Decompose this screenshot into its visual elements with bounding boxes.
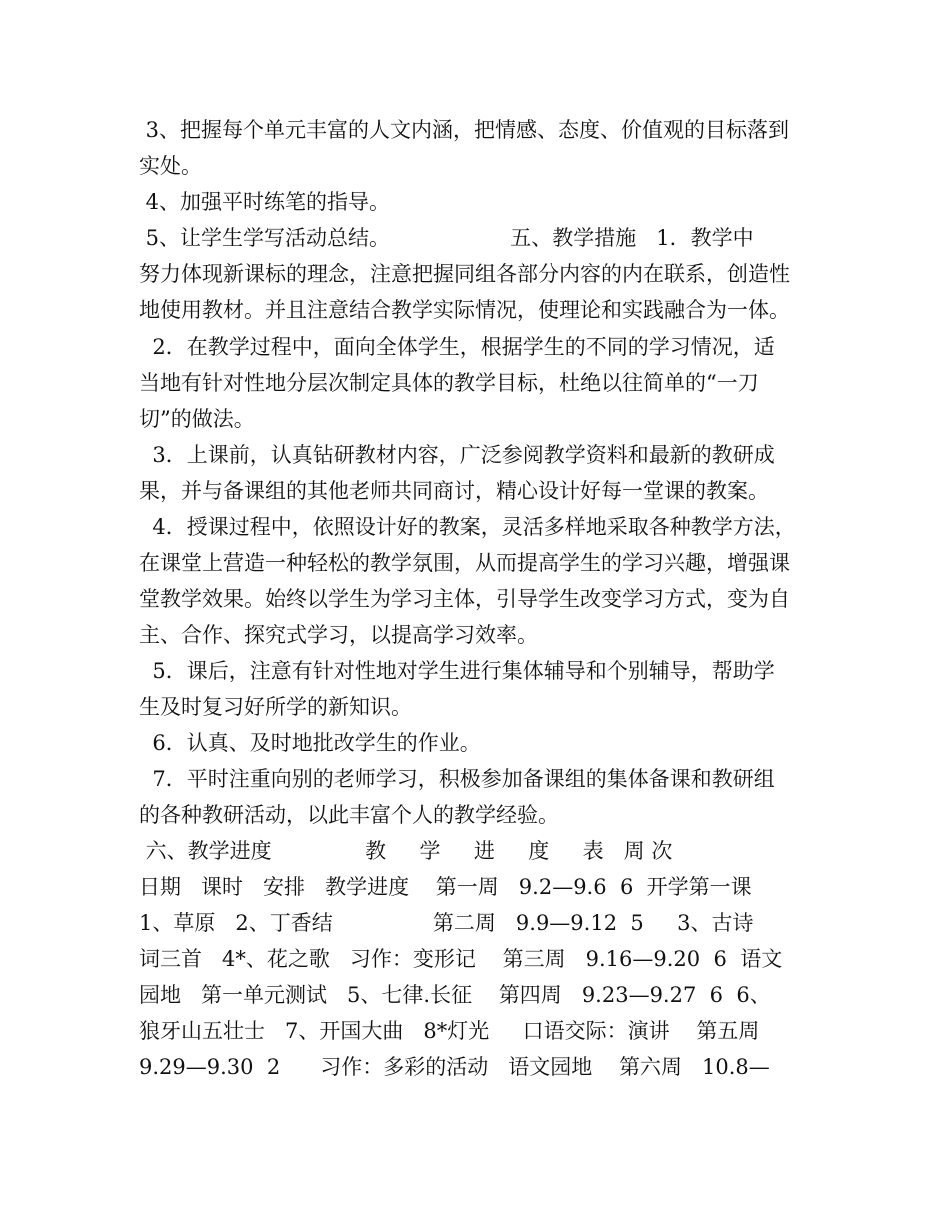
text-line: 当地有针对性地分层次制定具体的教学目标，杜绝以往简单的“一刀	[139, 371, 759, 395]
text-line: 主、合作、探究式学习，以提高学习效率。	[139, 623, 538, 647]
text-line: 词三首 4*、花之歌 习作：变形记 第三周 9.16—9.20 6 语文	[139, 947, 783, 971]
text-line: 4、加强平时练笔的指导。	[139, 190, 391, 214]
text-line: 4．授课过程中，依照设计好的教案，灵活多样地采取各种教学方法，	[139, 515, 796, 539]
text-line: 堂教学效果。始终以学生为学习主体，引导学生改变学习方式，变为自	[139, 587, 790, 611]
text-line: 3、把握每个单元丰富的人文内涵，把情感、态度、价值观的目标落到	[139, 118, 790, 142]
text-line: 在课堂上营造一种轻松的教学氛围，从而提高学生的学习兴趣，增强课	[139, 551, 790, 575]
text-line: 3．上课前，认真钻研教材内容，广泛参阅教学资料和最新的教研成	[139, 443, 775, 467]
text-line: 6．认真、及时地批改学生的作业。	[139, 731, 481, 755]
text-line: 园地 第一单元测试 5、七律.长征 第四周 9.23—9.27 6 6、	[139, 983, 771, 1007]
text-line: 7．平时注重向别的老师学习，积极参加备课组的集体备课和教研组	[139, 767, 775, 791]
text-line: 六、教学进度 教 学 进 度 表 周 次	[139, 839, 673, 863]
text-line: 5．课后，注意有针对性地对学生进行集体辅导和个别辅导，帮助学	[139, 659, 775, 683]
text-line: 地使用教材。并且注意结合教学实际情况，使理论和实践融合为一体。	[139, 298, 790, 322]
text-line: 9.29—9.30 2 习作：多彩的活动 语文园地 第六周 10.8—	[139, 1055, 770, 1079]
text-line: 日期 课时 安排 教学进度 第一周 9.2—9.6 6 开学第一课	[139, 875, 752, 899]
text-line: 的各种教研活动，以此丰富个人的教学经验。	[139, 803, 559, 827]
text-line: 努力体现新课标的理念，注意把握同组各部分内容的内在联系，创造性	[139, 262, 790, 286]
text-line: 实处。	[139, 154, 202, 178]
text-line: 生及时复习好所学的新知识。	[139, 695, 412, 719]
text-line: 1、草原 2、丁香结 第二周 9.9—9.12 5 3、古诗	[139, 911, 754, 935]
text-line: 5、让学生学写活动总结。 五、教学措施 1．教学中	[139, 226, 754, 250]
text-line: 果，并与备课组的其他老师共同商讨，精心设计好每一堂课的教案。	[139, 479, 769, 503]
text-line: 2．在教学过程中，面向全体学生，根据学生的不同的学习情况，适	[139, 335, 775, 359]
text-line: 狼牙山五壮士 7、开国大曲 8*灯光 口语交际：演讲 第五周	[139, 1019, 760, 1043]
text-line: 切”的做法。	[139, 407, 255, 431]
